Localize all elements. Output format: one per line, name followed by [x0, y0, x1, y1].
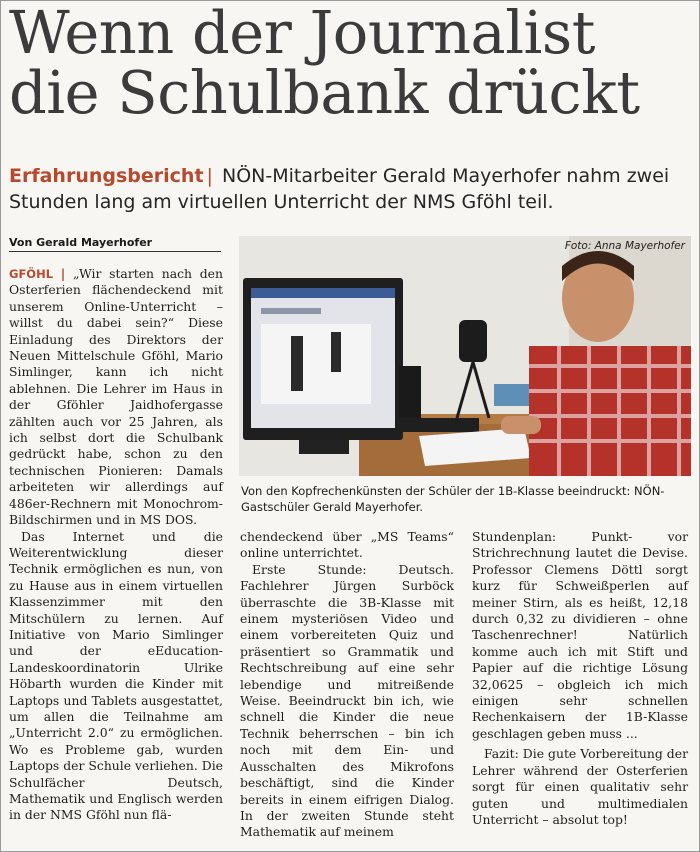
speaker-icon — [399, 366, 421, 418]
kicker: Erfahrungsbericht — [9, 165, 204, 187]
photo-caption — [241, 483, 691, 515]
headline-line-1: Wenn der Journalist — [9, 0, 595, 67]
paragraph: Das Internet und die Weiterentwicklung dieser Technik ermöglichen es nun, von zu Hause aus in einem virtuellen Klassenzimmer mit den Mitschülern zu lernen. Auf Initiative von Mario Simlinger und der eEducation-Landeskoordinatorin Ulrike Höbarth wurden die Kinder mit Laptops und Tablets ausgestattet, um allen die Teilnahme am „Unterricht 2.0“ zu ermöglichen. Wo es Probleme gab, wurden Laptops der Schule verliehen. Die Schulfächer Deutsch, Mathematik und Englisch werden in der NMS Gföhl nun flä- — [9, 528, 223, 823]
subheadline-text: NÖN-Mitarbeiter Gerald Mayerhofer nahm zwei Stunden lang am virtuellen Unterricht der NMS Gföhl teil. — [9, 165, 670, 213]
paragraph: Erste Stunde: Deutsch. Fachlehrer Jürgen Surböck überraschte die 3B-Klasse mit einem mysteriösen Video und einem vorbereiteten Quiz und präsentiert so Grammatik und Rechtschreibung auf eine sehr lebendige und mitreißende Weise. Beeindruckt bin ich, wie schnell die Kinder die neue Technik beherrschen – bin ich noch mit dem Ein- und Ausschalten des Mikrofons beschäftigt, sind die Kinder bereits in einem eifrigen Dialog. In der zweiten Stunde steht Mathematik auf meinem — [240, 561, 454, 840]
paragraph: chendeckend über „MS Teams“ online unterrichtet. — [240, 529, 454, 561]
byline: Von Gerald Mayerhofer — [9, 236, 221, 252]
article-photo — [239, 236, 691, 476]
photo-credit: Foto: Anna Mayerhofer — [564, 240, 685, 252]
headline-line-2: die Schulbank drückt — [9, 58, 640, 127]
article-column-1 — [9, 266, 223, 824]
caption-text: Von den Kopfrechenkünsten der Schüler der 1B-Klasse beeindruckt: NÖN-Gastschüler Gerald Mayerhofer. — [241, 484, 665, 514]
paragraph: GFÖHL | „Wir starten nach den Osterferien flächendeckend mit unserem Online-Unterricht – willst du dabei sein?“ Diese Einladung des Direktors der Neuen Mittelschule Gföhl, Mario Simlinger, kann ich nicht ablehnen. Die Lehrer im Haus in der Gföhler Jaidhofergasse zählten auch vor 25 Jahren, als ich selbst dort die Schulbank gedrückt habe, schon zu den technischen Pionieren: Damals arbeiteten wir allerdings auf 486er-Rechnern mit Monochrom-Bildschirmen und in MS DOS. — [9, 266, 223, 528]
article-column-2 — [240, 529, 454, 841]
paragraph-text: „Wir starten nach den Osterferien flächendeckend mit unserem Online-Unterricht – willst du dabei sein?“ Diese Einladung des Direktors der Neuen Mittelschule Gföhl, Mario Simlinger, kann ich nicht ablehnen. Die Lehrer im Haus in der Gföhler Jaidhofergasse zählten auch vor 25 Jahren, als ich selbst dort die Schulbank gedrückt habe, schon zu den technischen Pionieren: Damals arbeiteten wir allerdings auf 486er-Rechnern mit Monochrom-Bildschirmen und in MS DOS. — [9, 266, 223, 528]
subheadline — [9, 163, 697, 215]
headline — [9, 0, 699, 127]
photo-illustration — [239, 236, 691, 476]
keyboard-icon — [399, 418, 479, 432]
paragraph-conclusion: Fazit: Die gute Vorbereitung der Lehrer während der Osterferien sorgt für einen qualitativ sehr guten und multimedialen Unterricht – absolut top! — [472, 746, 688, 827]
microphone-icon — [459, 320, 487, 362]
dateline-location: GFÖHL — [9, 267, 54, 281]
kicker-separator: | — [206, 165, 213, 187]
paragraph: Stundenplan: Punkt- vor Strichrechnung lautet die Devise. Professor Clemens Döttl sorgt kurz für Schweißperlen auf meiner Stirn, als es heißt, 12,18 durch 0,32 zu dividieren – ohne Taschenrechner! Natürlich komme auch ich mit Stift und Papier auf die richtige Lösung 32,0625 – obgleich ich mich einigen sehr schnellen Rechenkaisern der 1B-Klasse geschlagen geben muss ... — [472, 529, 688, 741]
article-column-3 — [472, 529, 688, 828]
